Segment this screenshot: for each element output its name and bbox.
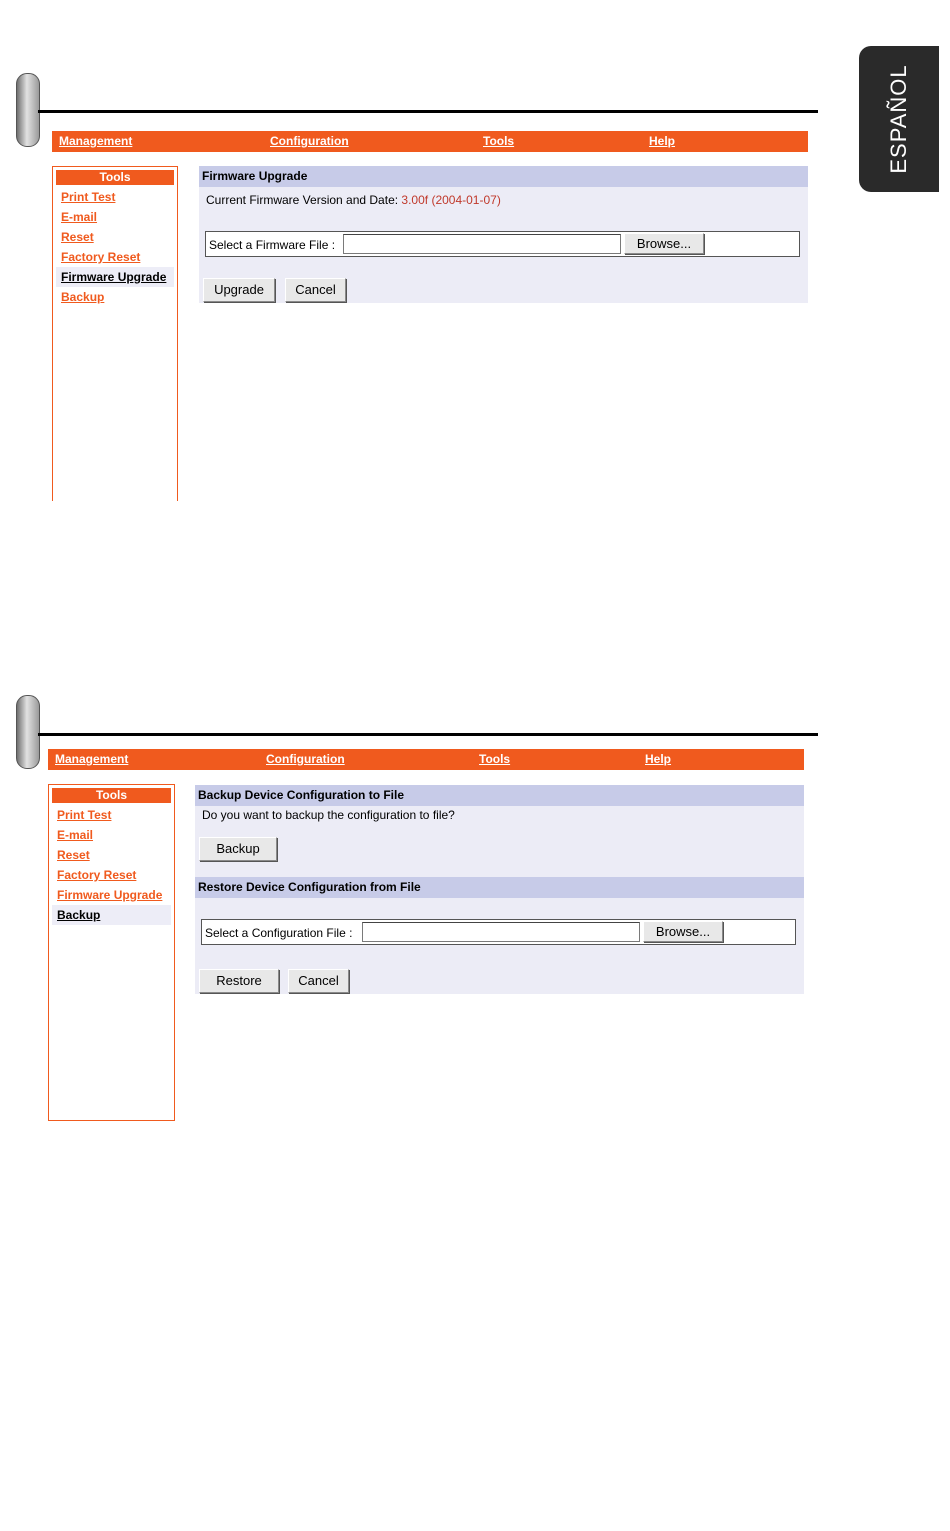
sidebar-item-firmware-upgrade[interactable]: Firmware Upgrade — [57, 888, 163, 902]
sidebar-item-reset[interactable]: Reset — [61, 230, 94, 244]
backup-title: Backup Device Configuration to File — [195, 785, 804, 806]
firmware-file-label: Select a Firmware File : — [209, 238, 336, 252]
firmware-file-input[interactable] — [343, 234, 621, 254]
sidebar-item-print-test[interactable]: Print Test — [61, 190, 116, 204]
firmware-cancel-button[interactable]: Cancel — [285, 278, 346, 302]
firmware-title: Firmware Upgrade — [199, 166, 808, 187]
sidebar-item-firmware-upgrade[interactable]: Firmware Upgrade — [56, 267, 174, 287]
restore-button[interactable]: Restore — [199, 969, 279, 993]
nav-tools[interactable]: Tools — [479, 752, 511, 766]
section-divider-2 — [38, 733, 818, 736]
nav-configuration[interactable]: Configuration — [266, 752, 345, 766]
upgrade-button[interactable]: Upgrade — [203, 278, 275, 302]
nav-configuration[interactable]: Configuration — [270, 134, 349, 148]
firmware-version-row — [206, 193, 501, 207]
language-tab — [859, 46, 939, 192]
sidebar-item-backup[interactable]: Backup — [61, 290, 105, 304]
language-label: ESPAÑOL — [886, 64, 911, 174]
config-file-label: Select a Configuration File : — [205, 926, 353, 940]
nav-help[interactable]: Help — [645, 752, 672, 766]
restore-title: Restore Device Configuration from File — [195, 877, 804, 898]
config-browse-button[interactable]: Browse... — [643, 921, 723, 942]
restore-cancel-button[interactable]: Cancel — [288, 969, 349, 993]
tools-sidebar — [52, 166, 178, 501]
backup-panel — [195, 785, 804, 994]
section-marker-2 — [16, 695, 40, 769]
firmware-file-box — [205, 231, 800, 257]
backup-button[interactable]: Backup — [199, 837, 277, 861]
sidebar-item-backup[interactable]: Backup — [52, 905, 171, 925]
tools-sidebar — [48, 784, 175, 1121]
top-nav — [52, 131, 808, 152]
sidebar-item-factory-reset[interactable]: Factory Reset — [61, 250, 141, 264]
nav-help[interactable]: Help — [649, 134, 676, 148]
sidebar-item-reset[interactable]: Reset — [57, 848, 90, 862]
sidebar-item-email[interactable]: E-mail — [57, 828, 94, 842]
sidebar-item-factory-reset[interactable]: Factory Reset — [57, 868, 137, 882]
backup-question: Do you want to backup the configuration to file? — [202, 808, 455, 822]
sidebar-header: Tools — [52, 788, 171, 803]
nav-tools[interactable]: Tools — [483, 134, 515, 148]
top-nav — [48, 749, 804, 770]
backup-screenshot — [48, 749, 804, 1122]
firmware-panel — [199, 166, 808, 303]
firmware-version-label: Current Firmware Version and Date: — [206, 193, 399, 207]
sidebar-item-email[interactable]: E-mail — [61, 210, 98, 224]
section-marker-1 — [16, 73, 40, 147]
nav-management[interactable]: Management — [59, 134, 133, 148]
firmware-version-value: 3.00f (2004-01-07) — [401, 193, 501, 207]
config-file-box — [201, 919, 796, 945]
firmware-screenshot — [52, 131, 808, 503]
firmware-browse-button[interactable]: Browse... — [624, 233, 704, 254]
section-divider-1 — [38, 110, 818, 113]
sidebar-item-print-test[interactable]: Print Test — [57, 808, 112, 822]
nav-management[interactable]: Management — [55, 752, 129, 766]
config-file-input[interactable] — [362, 922, 640, 942]
sidebar-header: Tools — [56, 170, 174, 185]
